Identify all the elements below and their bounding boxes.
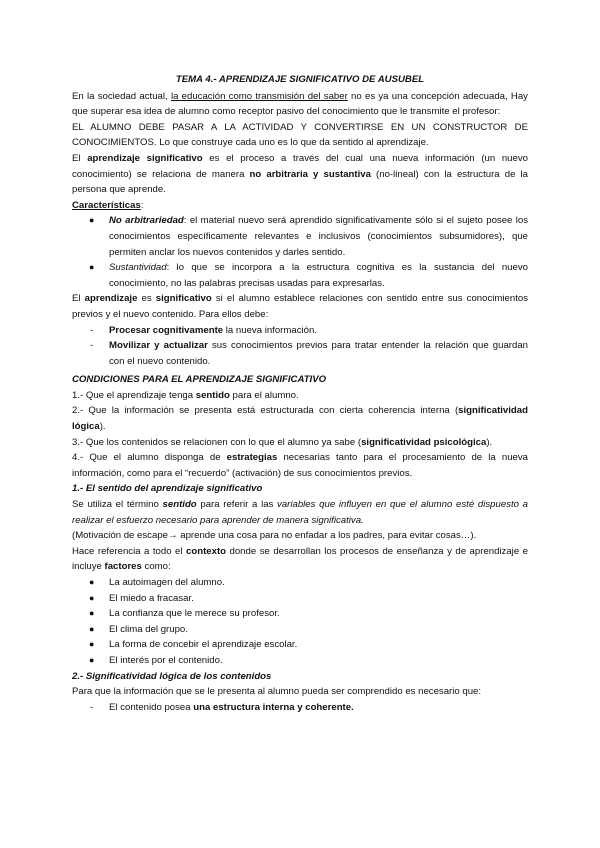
text: 3.- Que los contenidos se relacionen con lo que el alumno ya sabe ( [72, 436, 362, 448]
list-item [72, 338, 528, 369]
item-text: : lo que se incorpora a la estructura cognitiva es la sustancia del nuevo conocimiento, no las palabras precisas usadas para expresarlas. [109, 262, 528, 289]
text: 1.- Que el aprendizaje tenga [72, 389, 196, 401]
list-item [72, 575, 528, 591]
intro-underlined: la educación como transmisión del saber [170, 90, 348, 102]
item-term: Sustantividad [109, 262, 167, 274]
document-title: TEMA 4.- APRENDIZAJE SIGNIFICATIVO DE AUSUBEL [175, 74, 425, 85]
bold-text: Movilizar y actualizar [109, 340, 208, 352]
definition-paragraph [72, 151, 528, 198]
condiciones-heading: CONDICIONES PARA EL APRENDIZAJE SIGNIFICATIVO [72, 374, 327, 386]
list-item [72, 700, 528, 716]
text: ). [486, 436, 493, 448]
text: para el alumno. [229, 389, 299, 401]
bold-text: contexto [186, 545, 227, 557]
text: Hace referencia a todo el [72, 545, 187, 557]
text: para referir a las [196, 499, 278, 511]
item-term: No arbitrariedad [109, 215, 184, 227]
condicion-4 [72, 450, 528, 481]
list-item [72, 637, 528, 653]
meaningful-paragraph [72, 291, 528, 322]
bullet-icon: ● [89, 608, 95, 619]
intro-paragraph [72, 89, 528, 120]
caracteristicas-label: Características [72, 199, 141, 211]
bold-text: una estructura interna y coherente. [193, 701, 354, 713]
section-2-list [72, 700, 528, 716]
dash-icon: - [90, 324, 94, 336]
text: es [137, 293, 156, 305]
section-1-heading: 1.- El sentido del aprendizaje significativo [72, 483, 263, 495]
text: El interés por el contenido. [109, 654, 223, 666]
bullet-icon: ● [89, 654, 95, 665]
text: 2.- Que la información se presenta está estructurada con cierta coherencia interna ( [72, 405, 459, 417]
intro-text-rest: no es ya una concepción adecuada, Hay que superar esa idea de alumno como receptor pasivo del conocimiento que le transmite el profesor: [72, 90, 528, 118]
text: como: [141, 561, 171, 573]
bold-text: aprendizaje [84, 293, 138, 305]
def-bold-manner: no arbitraria y sustantiva [249, 168, 371, 180]
bold-text: significativo [155, 293, 212, 305]
section-2-paragraph: Para que la información que se le presenta al alumno pueda ser comprendido es necesario que: [72, 686, 482, 698]
list-item [72, 622, 528, 638]
def-bold-term: aprendizaje significativo [87, 152, 203, 164]
text: El [72, 293, 85, 305]
caracteristicas-heading [72, 198, 528, 214]
section-1-paragraph [72, 497, 528, 528]
bold-text: significatividad lógica [72, 405, 528, 433]
intro-text: En la sociedad actual, [72, 90, 171, 102]
bold-text: Procesar cognitivamente [109, 324, 224, 336]
list-item [72, 653, 528, 669]
factores-list [72, 575, 528, 669]
condicion-1 [72, 388, 528, 404]
text: La autoimagen del alumno. [109, 577, 225, 588]
bullet-icon: ● [89, 577, 95, 587]
list-item [72, 591, 528, 607]
caracteristicas-colon: : [140, 199, 144, 211]
condicion-2 [72, 403, 528, 434]
list-item [72, 213, 528, 260]
section-2-heading: 2.- Significatividad lógica de los contenidos [72, 670, 272, 682]
def-text: El [72, 152, 88, 164]
bullet-icon: ● [89, 215, 95, 226]
text: ). [99, 421, 106, 433]
list-item [72, 323, 528, 339]
condicion-3 [72, 435, 528, 451]
bold-text: estrategias [226, 452, 278, 464]
bold-text: factores [104, 561, 142, 573]
item-text: : el material nuevo será aprendido significativamente sólo si el sujeto posee los conocimientos específicamente relevantes e inclusivos (conocimientos subsumidores), que permiten anclar los nuevos contenidos y darles sentido. [109, 215, 529, 258]
caps-paragraph: EL ALUMNO DEBE PASAR A LA ACTIVIDAD Y CONVERTIRSE EN UN CONSTRUCTOR DE CONOCIMIENTOS. Lo que construye cada uno es lo que da sentido al aprendizaje. [72, 121, 528, 149]
bold-text: significatividad psicológica [361, 436, 487, 448]
text: 4.- Que el alumno disponga de [72, 452, 227, 464]
def-text-end: (no-lineal) con la estructura de la persona que aprende. [72, 168, 528, 196]
bold-italic-text: sentido [162, 499, 197, 511]
dash-icon: - [90, 701, 94, 713]
text: El clima del grupo. [109, 623, 188, 635]
text: si el alumno establece relaciones con sentido entre sus conocimientos previos y el nuevo contenido. Para ellos debe: [72, 293, 528, 320]
text: la nueva información. [223, 324, 317, 336]
list-item [72, 606, 528, 622]
bullet-icon: ● [89, 623, 95, 634]
list-item [72, 260, 528, 291]
motivacion-line: (Motivación de escape→ aprende una cosa para no enfadar a los padres, para evitar cosas…). [72, 530, 477, 542]
text: La confianza que le merece su profesor. [109, 608, 280, 620]
text: El miedo a fracasar. [109, 592, 194, 604]
italic-text: variables que influyen en que el alumno esté dispuesto a realizar el esfuerzo necesario para aprender de manera significativa. [72, 499, 528, 526]
caracteristicas-list [72, 213, 528, 291]
def-text-mid: es el proceso a través del cual una nueva información (un nuevo conocimiento) se relaciona de manera [72, 152, 528, 180]
text: La forma de concebir el aprendizaje escolar. [109, 639, 298, 651]
bold-text: sentido [195, 389, 230, 401]
text: necesarias tanto para el procesamiento de la nueva información, como para el “recuerdo” (activación) de sus conocimientos previos. [72, 452, 528, 479]
debe-list [72, 323, 528, 370]
text: sus conocimientos previos para tratar entender la relación que guardan con el nuevo contenido. [109, 340, 528, 367]
bullet-icon: ● [89, 262, 95, 273]
dash-icon: - [90, 340, 94, 352]
text: El contenido posea [109, 701, 194, 713]
text: Se utiliza el término [72, 499, 163, 511]
bullet-icon: ● [89, 592, 95, 603]
text: donde se desarrollan los procesos de enseñanza y de aprendizaje e incluye [72, 545, 528, 573]
bullet-icon: ● [89, 639, 95, 650]
contexto-paragraph [72, 544, 528, 575]
